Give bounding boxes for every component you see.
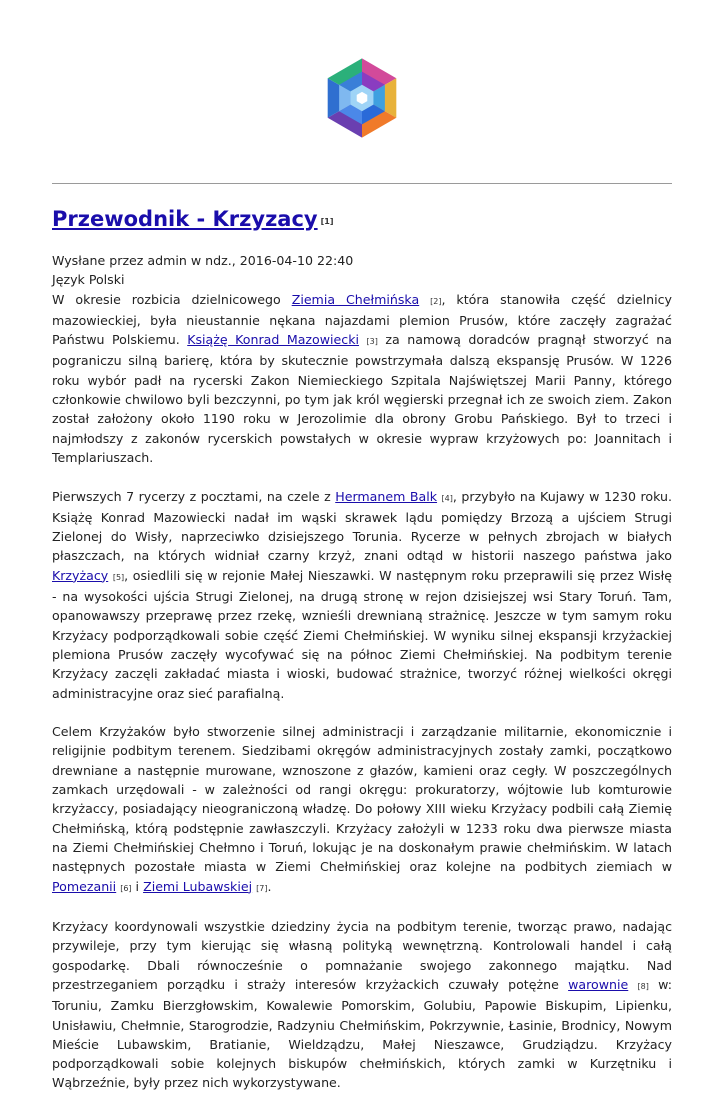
- link-ziemia-chelminska[interactable]: Ziemia Chełmińska: [291, 291, 420, 307]
- paragraph-4: Krzyżacy koordynowali wszystkie dziedziny życia na podbitym terenie, tworząc prawo, nadając przywileje, przy tym kierując się własną polityką wewnętrzną. Kontrolowali handel i całą gospodarkę. Dbali równocześnie o pomnażanie swojego zakonnego majątku. Nad przestrzeganiem porządku i straży interesów krzyżackich czuwały potężne warownie [8] w: Toruniu, Zamku Bierzgłowskim, Kowalewie Pomorskim, Golubiu, Papowie Biskupim, Lipienku, Unisławiu, Chełmnie, Starogrodzie, Radzyniu Chełmińskim, Pokrzywnie, Łasinie, Brodnicy, Nowym Mieście Lubawskim, Bratianie, Wieldządzu, Małej Nieszawce, Grudziądzu. Krzyżacy podporządkowali sobie kolejnych biskupów chełmińskich, których zamki w Kurzętniku i Wąbrzeźnie, były przez nich wykorzystywane.: [52, 919, 673, 1091]
- footnote-ref: [2]: [430, 296, 442, 306]
- link-pomezania[interactable]: Pomezanii: [52, 878, 117, 894]
- footnote-ref: [7]: [256, 883, 268, 893]
- footnote-ref: [6]: [120, 883, 132, 893]
- hexagon-mosaic-logo: [323, 54, 401, 142]
- page-title-link[interactable]: Przewodnik - Krzyzacy: [52, 207, 318, 231]
- title-footnote-ref: [1]: [320, 217, 334, 226]
- language-meta: Język Polski: [52, 272, 125, 288]
- link-ziemia-lubawska[interactable]: Ziemi Lubawskiej: [143, 878, 253, 894]
- footnote-ref: [5]: [112, 572, 125, 582]
- paragraph-1: W okresie rozbicia dzielnicowego Ziemia Chełmińska [2], która stanowiła część dzielnicy mazowieckiej, była nieustannie nękana najazdami plemion Prusów, które zaczęły zagrażać Państwu Polskiemu. Książę Konrad Mazowiecki [3] za namową doradców pragnął stworzyć na pograniczu silną barierę, która by skutecznie powstrzymała dalszą ekspansję Prusów. W 1226 roku wybór padł na rycerski Zakon Niemieckiego Szpitala Najświętszej Marii Panny, którego członkowie chwilowo byli bezczynni, po tym jak król węgierski przegnał ich ze swoich ziem. Zakon został założony około 1190 roku w Jerozolimie dla obrony Grobu Pańskiego. Był to trzeci i najmłodszy z zakonów rycerskich powstałych w okresie wypraw krzyżowych po: Joannitach i Templariuszach.: [52, 291, 672, 465]
- footnote-ref: [8]: [637, 981, 649, 991]
- link-warownie[interactable]: warownie: [568, 976, 629, 992]
- link-herman-balk[interactable]: Hermanem Balk: [335, 488, 438, 504]
- header-divider: [52, 183, 672, 184]
- footnote-ref: [4]: [441, 493, 453, 503]
- paragraph-2: Pierwszych 7 rycerzy z pocztami, na czele z Hermanem Balk [4], przybyło na Kujawy w 1230 roku. Książę Konrad Mazowiecki nadał im wąski skrawek lądu pomiędzy Brzozą a ujściem Strugi Zielonej do Wisły, naprzeciwko dzisiejszego Torunia. Rycerze w pełnych zbrojach w białych płaszczach, na których widniał czarny krzyż, znani odtąd w historii naszego państwa jako Krzyżacy [5], osiedlili się w rejonie Małej Nieszawki. W następnym roku przeprawili się przez Wisłę - na wysokości ujścia Strugi Zielonej, na drugą stronę w rejon dzisiejszej wsi Stary Toruń. Tam, opanowawszy przeprawę przez rzekę, wznieśli drewnianą strażnicę. Jeszcze w tym samym roku Krzyżacy podporządkowali sobie część Ziemi Chełmińskiej. W wyniku silnej ekspansji krzyżackiej plemiona Prusów zaczęły wycofywać się na północ Ziemi Chełmińskiej. Na podbitym terenie Krzyżacy zaczęli zakładać miasta i wioski, budować strażnice, tworzyć różnej wielkości okręgi administracyjne oraz sieć parafialną.: [52, 488, 672, 701]
- link-konrad-mazowiecki[interactable]: Książę Konrad Mazowiecki: [187, 332, 360, 348]
- page-title-row: [52, 207, 672, 231]
- paragraph-3: Celem Krzyżaków było stworzenie silnej administracji i zarządzanie militarnie, ekonomicznie i religijnie podbitym terenem. Siedzibami okręgów administracyjnych zostały zamki, początkowo drewniane a następnie murowane, wznoszone z głazów, kamieni oraz cegły. W poszczególnych zamkach urzędowali - w zależności od rangi okręgu: prokuratorzy, wójtowie lub komturowie krzyżaccy, posiadający nieograniczoną władzę. Do połowy XIII wieku Krzyżacy podbili całą Ziemię Chełmińską, którą podstępnie zawłaszczyli. Krzyżacy założyli w 1233 roku dwa pierwsze miasta na Ziemi Chełmińskiej Chełmno i Toruń, lokując je na doskonałym prawie chełmińskim. W latach następnych pozostałe miasta w Ziemi Chełmińskiej oraz kolejne na podbitych ziemiach w Pomezanii [6] i Ziemi Lubawskiej [7].: [52, 724, 672, 894]
- post-meta: Wysłane przez admin w ndz., 2016-04-10 22:40: [52, 253, 354, 268]
- link-krzyzacy[interactable]: Krzyżacy: [52, 567, 109, 583]
- footnote-ref: [3]: [366, 337, 378, 347]
- article-body: [52, 251, 672, 1112]
